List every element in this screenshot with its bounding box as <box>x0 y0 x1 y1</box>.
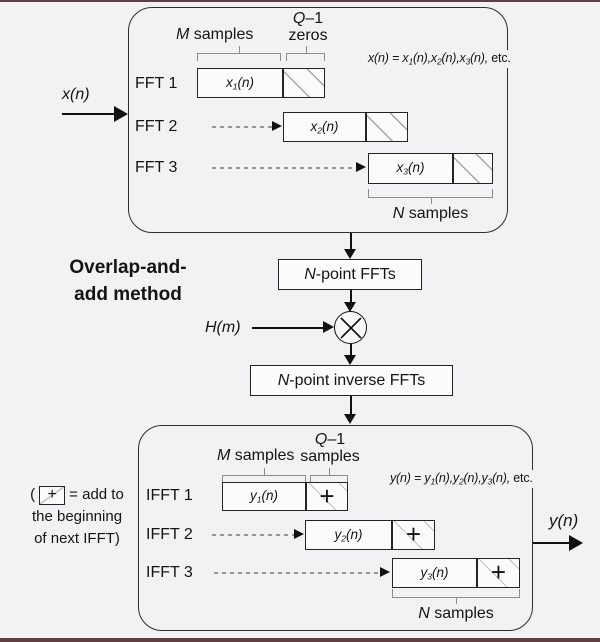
filter-response-label: H(m) <box>205 319 241 336</box>
filter-arrow-line <box>252 327 324 329</box>
output-signal-label: y(n) <box>549 511 579 530</box>
q1-zeros-bracket <box>286 46 325 61</box>
fft1-zero-pad-cell <box>283 68 325 98</box>
ifft2-arrowhead-icon <box>294 529 304 539</box>
fft2-data-cell: $x_2(n)$ <box>283 112 366 142</box>
m-samples-label-bottom: M samples <box>217 447 295 464</box>
m-samples-bracket-top <box>197 46 281 61</box>
connector-1-line <box>350 233 352 250</box>
ifft3-dashed-line <box>214 572 380 574</box>
output-arrow-line <box>533 542 571 544</box>
multiply-node <box>334 311 367 344</box>
connector-4-line <box>350 396 352 415</box>
fft1-label: FFT 1 <box>135 75 178 92</box>
ifft2-data-cell: $y_2(n)$ <box>305 520 392 550</box>
fft3-dashed-line <box>212 167 356 169</box>
connector-1-arrowhead-icon <box>344 249 356 259</box>
output-arrowhead-icon <box>569 535 583 551</box>
bottom-rule <box>0 638 600 642</box>
fft3-label: FFT 3 <box>135 159 178 176</box>
output-sequence-equation: $y(n) = y_1(n),y_2(n),y_3(n)$, etc. <box>390 470 536 488</box>
ifft3-label: IFFT 3 <box>146 564 193 581</box>
connector-3-arrowhead-icon <box>344 355 356 365</box>
n-samples-bracket-top <box>368 189 493 204</box>
ifft1-data-cell: $y_1(n)$ <box>222 482 306 511</box>
fft3-arrowhead-icon <box>356 162 366 172</box>
plus-box-icon: + <box>39 486 65 505</box>
n-samples-bracket-bottom <box>392 589 520 604</box>
ifft2-label: IFFT 2 <box>146 526 193 543</box>
m-samples-bracket-bottom <box>222 468 306 483</box>
figure-title: Overlap-and- add method <box>69 257 187 305</box>
n-point-ffts-box: N-point FFTs <box>278 259 422 290</box>
fft3-zero-pad-cell <box>453 153 493 184</box>
fft2-label: FFT 2 <box>135 118 178 135</box>
ifft2-overlap-add-cell: + <box>392 520 435 550</box>
input-arrow-line <box>62 113 116 115</box>
ifft3-arrowhead-icon <box>380 567 390 577</box>
ifft1-overlap-add-cell: + <box>306 482 348 511</box>
input-arrowhead-icon <box>114 106 128 122</box>
connector-4-arrowhead-icon <box>344 414 356 424</box>
q1-zeros-label: Q–1 zeros <box>288 10 328 44</box>
input-sequence-equation: $x(n) = x_1(n),x_2(n),x_3(n)$, etc. <box>368 50 514 68</box>
q1-samples-label: Q–1 samples <box>300 431 360 465</box>
multiply-icon <box>335 312 368 345</box>
n-point-inverse-ffts-box: N-point inverse FFTs <box>250 365 453 396</box>
m-samples-label-top: M samples <box>176 26 254 43</box>
n-samples-label-top: N samples <box>392 205 469 222</box>
ifft3-data-cell: $y_3(n)$ <box>392 558 477 588</box>
filter-arrowhead-icon <box>323 321 334 333</box>
ifft2-dashed-line <box>212 534 294 536</box>
fft3-data-cell: $x_3(n)$ <box>368 153 453 184</box>
ifft3-overlap-add-cell: + <box>477 558 520 588</box>
input-signal-label: x(n) <box>62 86 90 103</box>
ifft1-label: IFFT 1 <box>146 487 193 504</box>
fft2-dashed-line <box>212 126 272 128</box>
fft1-data-cell: $x_1(n)$ <box>197 68 283 98</box>
fft2-zero-pad-cell <box>366 112 408 142</box>
n-samples-label-bottom: N samples <box>418 605 494 622</box>
plus-legend: ( + = add to the beginning of next IFFT) <box>30 486 124 547</box>
top-rule <box>0 0 600 2</box>
fft2-arrowhead-icon <box>272 121 282 131</box>
